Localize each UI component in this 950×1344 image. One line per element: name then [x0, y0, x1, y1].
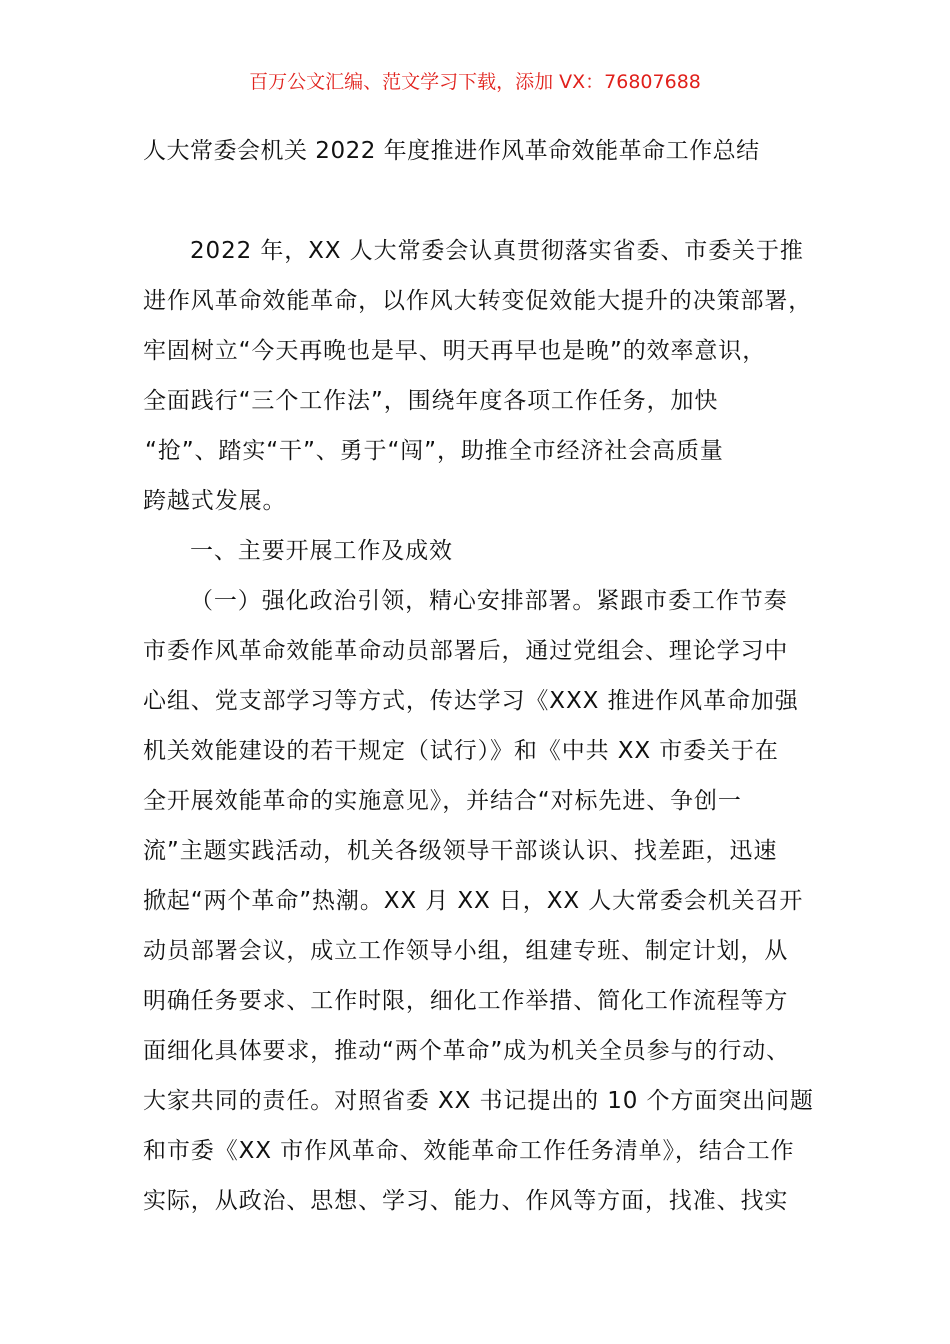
paragraph-line: 动员部署会议，成立工作领导小组，组建专班、制定计划，从 [143, 938, 789, 964]
paragraph-line: “抢”、踏实“干”、勇于“闯”，助推全市经济社会高质量 [145, 438, 724, 464]
document-title: 人大常委会机关 2022 年度推进作风革命效能革命工作总结 [143, 138, 760, 164]
paragraph-line: 和市委《XX 市作风革命、效能革命工作任务清单》，结合工作 [143, 1138, 795, 1164]
paragraph-line: 大家共同的责任。对照省委 XX 书记提出的 10 个方面突出问题 [143, 1088, 814, 1114]
paragraph-line: 全面践行“三个工作法”，围绕年度各项工作任务，加快 [143, 388, 719, 414]
paragraph-line: （一）强化政治引领，精心安排部署。紧跟市委工作节奏 [190, 588, 788, 614]
paragraph-line: 2022 年，XX 人大常委会认真贯彻落实省委、市委关于推 [190, 238, 804, 264]
paragraph-line: 实际，从政治、思想、学习、能力、作风等方面，找准、找实 [143, 1188, 789, 1214]
paragraph-line: 心组、党支部学习等方式，传达学习《XXX 推进作风革命加强 [143, 688, 799, 714]
paragraph-line: 机关效能建设的若干规定（试行）》和《中共 XX 市委关于在 [143, 738, 779, 764]
paragraph-line: 牢固树立“今天再晚也是早、明天再早也是晚”的效率意识， [143, 338, 767, 364]
paragraph-line: 市委作风革命效能革命动员部署后，通过党组会、理论学习中 [143, 638, 789, 664]
paragraph-line: 明确任务要求、工作时限，细化工作举措、简化工作流程等方 [143, 988, 789, 1014]
paragraph-line: 面细化具体要求，推动“两个革命”成为机关全员参与的行动、 [143, 1038, 791, 1064]
document-body [143, 226, 823, 1226]
paragraph-line: 跨越式发展。 [143, 488, 287, 514]
paragraph-line: 掀起“两个革命”热潮。XX 月 XX 日，XX 人大常委会机关召开 [143, 888, 804, 914]
paragraph-line: 流”主题实践活动，机关各级领导干部谈认识、找差距，迅速 [143, 838, 778, 864]
paragraph-line: 进作风革命效能革命，以作风大转变促效能大提升的决策部署， [143, 288, 813, 314]
paragraph-line: 全开展效能革命的实施意见》，并结合“对标先进、争创一 [143, 788, 742, 814]
download-banner: 百万公文汇编、范文学习下载，添加 VX：76807688 [249, 71, 701, 93]
section-heading: 一、主要开展工作及成效 [190, 538, 453, 564]
